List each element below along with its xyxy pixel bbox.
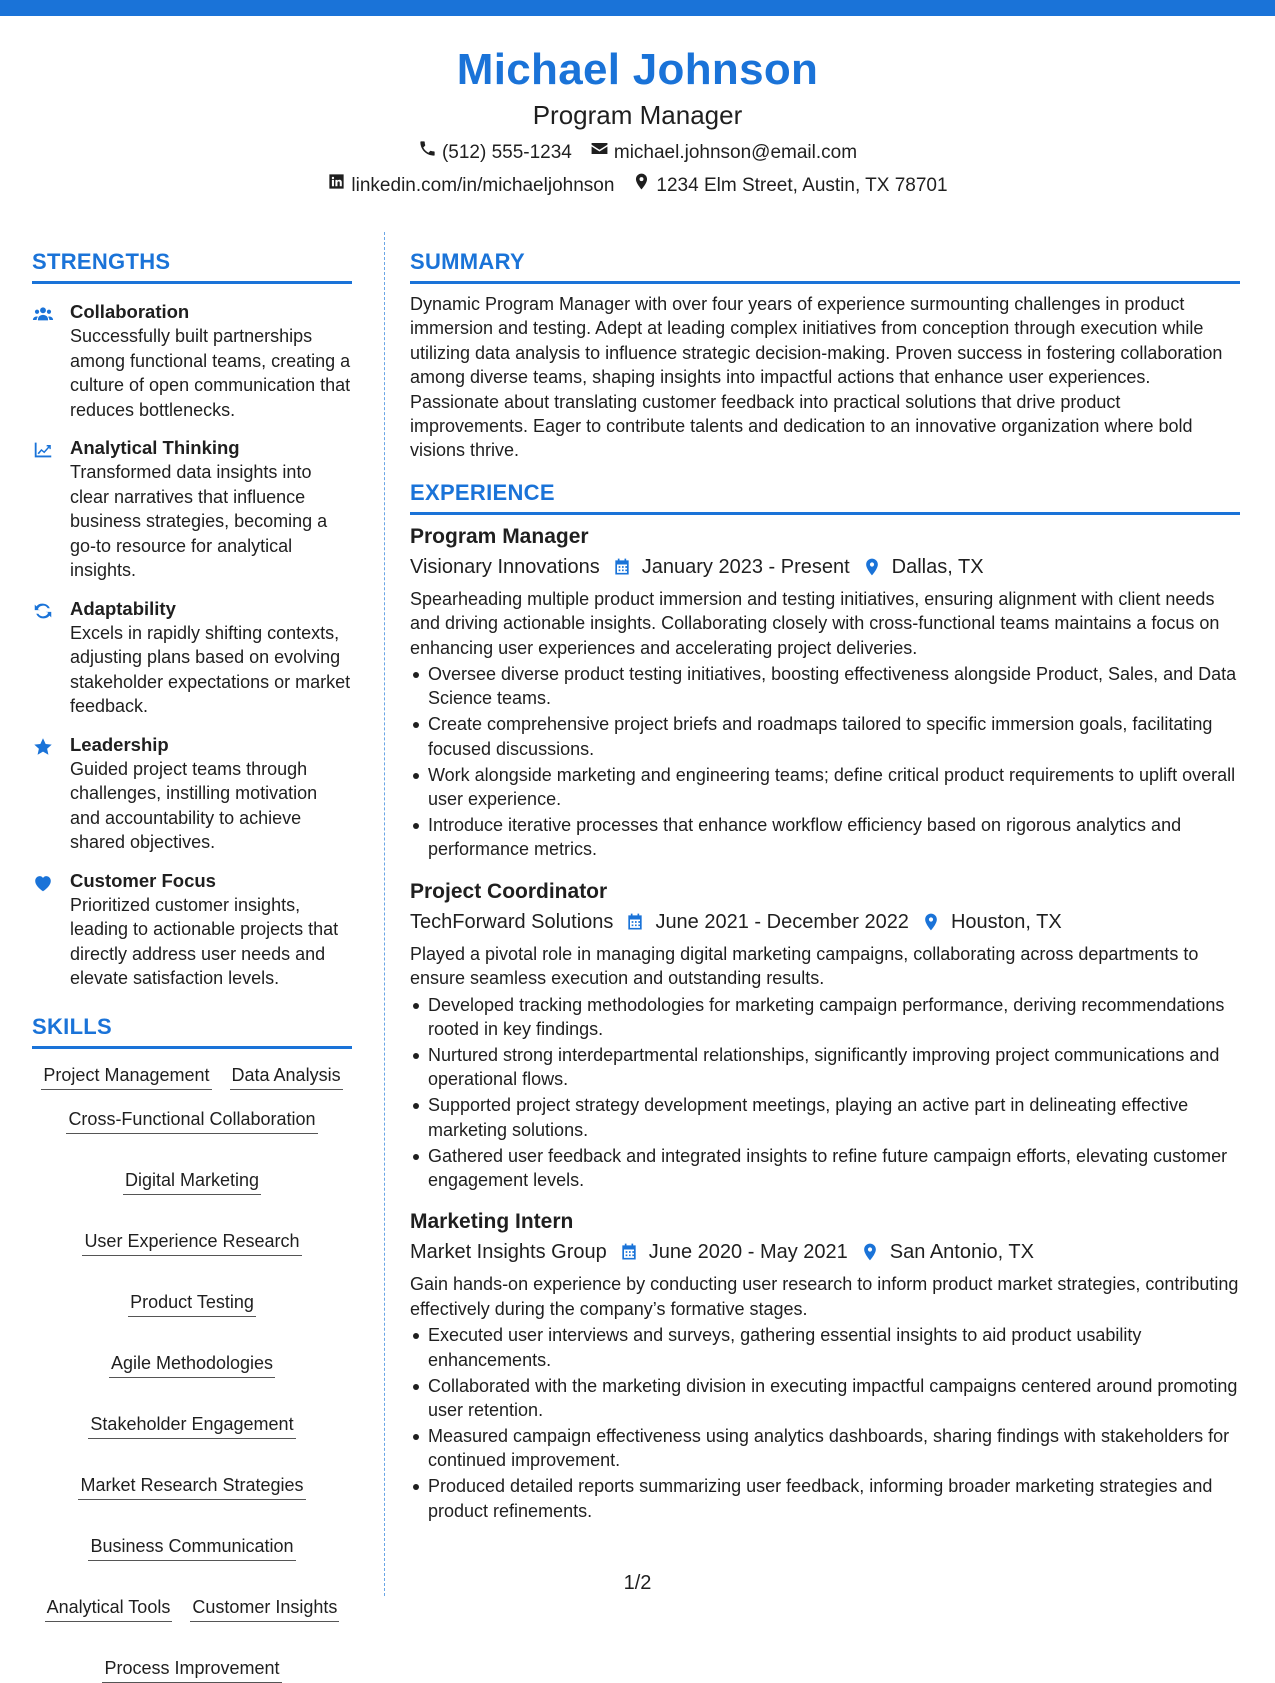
job-dates: January 2023 - Present: [641, 555, 850, 578]
right-column: [410, 248, 1240, 1523]
job-entry: [410, 1208, 1240, 1523]
company-name: Visionary Innovations: [410, 555, 600, 578]
skill-tag: Cross-Functional Collaboration: [66, 1107, 317, 1134]
job-bullet: Oversee diverse product testing initiatives, boosting effectiveness alongside Product, Sales, and Data Science teams.: [410, 662, 1240, 711]
map-pin-icon: [862, 557, 882, 577]
email-contact[interactable]: [590, 139, 857, 166]
job-bullets: [410, 993, 1240, 1193]
skill-tag: User Experience Research: [82, 1229, 301, 1256]
strengths-heading: STRENGTHS: [32, 248, 352, 284]
map-pin-icon: [860, 1242, 880, 1262]
strength-description: Excels in rapidly shifting contexts, adjusting plans based on evolving stakeholder expectations or market feedback.: [70, 622, 351, 716]
skill-tag: Business Communication: [88, 1534, 295, 1561]
strength-description: Prioritized customer insights, leading to actionable projects that directly address user needs and elevate satisfaction levels.: [70, 894, 339, 988]
chart-line-icon: [32, 436, 70, 583]
top-accent-bar: [0, 0, 1275, 16]
job-description: Spearheading multiple product immersion and testing initiatives, ensuring alignment with client needs and driving actionable insights. Collaborating closely with cross-functional teams maintains a focus on enhancing user experiences and accelerating project deliveries.: [410, 588, 1220, 658]
candidate-role: Program Manager: [532, 100, 743, 130]
job-entry: [410, 523, 1240, 862]
job-bullet: Produced detailed reports summarizing user feedback, informing broader marketing strategies and product refinements.: [410, 1474, 1240, 1523]
job-meta: [410, 1237, 1240, 1267]
strength-item: [32, 436, 352, 583]
calendar-icon: [619, 1242, 639, 1262]
job-description: Played a pivotal role in managing digital marketing campaigns, collaborating across departments to ensure seamless execution and outstanding results.: [410, 943, 1199, 989]
contact-row-2: [0, 172, 1275, 199]
phone-contact[interactable]: [418, 139, 572, 166]
job-bullet: Introduce iterative processes that enhance workflow efficiency based on rigorous analytics and performance metrics.: [410, 813, 1240, 862]
address-text: 1234 Elm Street, Austin, TX 78701: [656, 174, 948, 196]
strength-item: [32, 597, 352, 719]
phone-text: (512) 555-1234: [441, 141, 572, 163]
contact-row-1: [0, 139, 1275, 166]
skill-tag: Digital Marketing: [123, 1168, 261, 1195]
email-icon: [590, 139, 609, 166]
strength-title: Customer Focus: [70, 869, 216, 891]
summary-heading: SUMMARY: [410, 248, 1240, 284]
skill-tag: Agile Methodologies: [109, 1351, 275, 1378]
job-location: Houston, TX: [950, 910, 1062, 933]
strength-item: [32, 733, 352, 855]
linkedin-text: linkedin.com/in/michaeljohnson: [351, 174, 615, 196]
strength-title: Collaboration: [70, 301, 190, 322]
skill-tag: Data Analysis: [230, 1063, 343, 1090]
job-bullets: [410, 662, 1240, 862]
job-meta: [410, 907, 1240, 937]
email-text: michael.johnson@email.com: [613, 141, 858, 163]
strength-description: Successfully built partnerships among functional teams, creating a culture of open communication that reduces bottlenecks.: [70, 326, 351, 420]
skill-tag: Product Testing: [128, 1290, 256, 1317]
candidate-name: Michael Johnson: [456, 45, 819, 94]
left-column: [32, 248, 352, 1683]
page-number: 1/2: [623, 1572, 652, 1594]
calendar-icon: [625, 912, 645, 932]
strength-title: Adaptability: [70, 597, 176, 619]
skill-tag: Process Improvement: [102, 1656, 281, 1683]
job-location: Dallas, TX: [891, 555, 984, 578]
job-bullet: Work alongside marketing and engineering teams; define critical product requirements to uplift overall user experience.: [410, 763, 1240, 812]
job-bullets: [410, 1323, 1240, 1523]
job-location: San Antonio, TX: [889, 1241, 1034, 1264]
job-bullet: Executed user interviews and surveys, gathering essential insights to aid product usability enhancements.: [410, 1323, 1240, 1372]
strength-description: Guided project teams through challenges, instilling motivation and accountability to achieve shared objectives.: [70, 758, 318, 852]
star-icon: [32, 733, 70, 855]
company-name: Market Insights Group: [410, 1241, 607, 1264]
calendar-icon: [612, 557, 632, 577]
job-bullet: Supported project strategy development meetings, playing an active part in delineating effective marketing solutions.: [410, 1093, 1240, 1142]
summary-text: Dynamic Program Manager with over four years of experience surmounting challenges in product immersion and testing. Adept at leading complex initiatives from conception through execution while utilizing data analysis to influence strategic decision-making. Proven success in fostering collaboration among diverse teams, shaping insights into impactful actions that enhance user experiences. Passionate about translating customer feedback into practical solutions that drive product improvements. Eager to contribute talents and dedication to an innovative organization where bold visions thrive.: [410, 294, 1223, 461]
job-dates: June 2020 - May 2021: [648, 1241, 848, 1264]
strength-title: Analytical Thinking: [70, 437, 240, 458]
company-name: TechForward Solutions: [410, 910, 614, 933]
strength-title: Leadership: [70, 733, 169, 755]
sync-icon: [32, 597, 70, 719]
skill-tag: Market Research Strategies: [78, 1473, 305, 1500]
job-dates: June 2021 - December 2022: [655, 910, 909, 933]
job-title: Marketing Intern: [410, 1210, 574, 1234]
job-bullet: Create comprehensive project briefs and roadmaps tailored to specific immersion goals, facilitating focused discussions.: [410, 712, 1240, 761]
strength-item: [32, 300, 352, 422]
experience-section: [410, 479, 1240, 1523]
job-meta: [410, 552, 1240, 582]
summary-section: [410, 248, 1240, 463]
skill-tag: Stakeholder Engagement: [88, 1412, 295, 1439]
resume-header: [0, 40, 1275, 199]
heart-icon: [32, 869, 70, 991]
address-contact: [632, 172, 947, 199]
map-pin-icon: [632, 172, 651, 199]
job-description: Gain hands-on experience by conducting user research to inform product market strategies, contributing effectively during the company’s formative stages.: [410, 1274, 1239, 1319]
job-entry: [410, 878, 1240, 1193]
users-icon: [32, 300, 70, 422]
job-bullet: Nurtured strong interdepartmental relationships, significantly improving project communications and operational flows.: [410, 1043, 1240, 1092]
skills-heading: SKILLS: [32, 1013, 352, 1049]
strengths-section: [32, 248, 352, 991]
job-title: Project Coordinator: [410, 879, 608, 903]
skill-tag: Analytical Tools: [45, 1595, 173, 1622]
linkedin-icon: [327, 172, 346, 199]
job-title: Program Manager: [410, 524, 589, 548]
job-bullet: Developed tracking methodologies for marketing campaign performance, deriving recommendations rooted in key findings.: [410, 993, 1240, 1042]
column-divider: [384, 232, 385, 1596]
map-pin-icon: [921, 912, 941, 932]
skill-tag: Project Management: [41, 1063, 211, 1090]
skill-tag: Customer Insights: [190, 1595, 339, 1622]
linkedin-contact[interactable]: [327, 172, 614, 199]
strength-description: Transformed data insights into clear narratives that influence business strategies, becoming a go-to resource for analytical insights.: [70, 462, 328, 580]
job-bullet: Measured campaign effectiveness using analytics dashboards, sharing findings with stakeholders for continued improvement.: [410, 1424, 1240, 1473]
phone-icon: [418, 139, 437, 166]
job-bullet: Gathered user feedback and integrated insights to refine future campaign efforts, elevating customer engagement levels.: [410, 1144, 1240, 1193]
experience-heading: EXPERIENCE: [410, 479, 1240, 515]
strength-item: [32, 869, 352, 991]
job-bullet: Collaborated with the marketing division in executing impactful campaigns centered around promoting user retention.: [410, 1374, 1240, 1423]
